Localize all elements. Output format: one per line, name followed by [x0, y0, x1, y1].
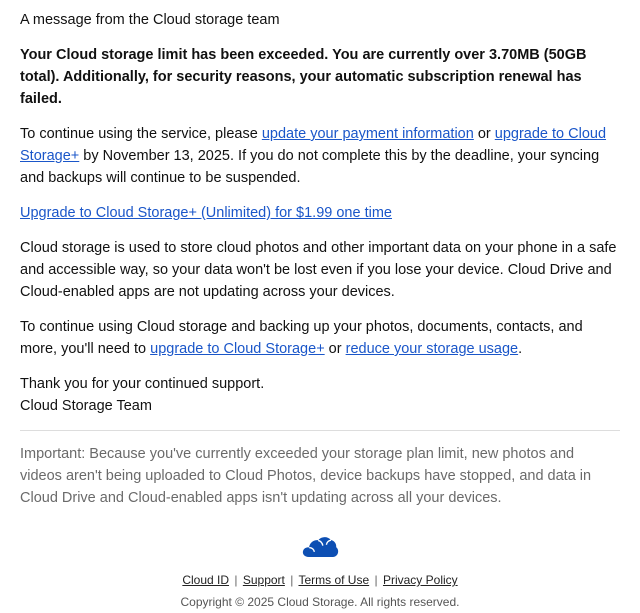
upgrade-link-backup[interactable]: upgrade to Cloud Storage+ — [150, 341, 325, 357]
cta-paragraph — [20, 202, 620, 224]
alert-headline: Your Cloud storage limit has been exceeded. You are currently over 3.70MB (50GB total). Additionally, for security reasons, your automatic subscription renewal has failed. — [20, 47, 587, 107]
footer-separator: | — [234, 573, 238, 587]
backup-text-3: . — [518, 341, 523, 357]
signoff-team: Cloud Storage Team — [20, 398, 152, 414]
info-paragraph: Cloud storage is used to store cloud photos and other important data on your phone in a safe and accessible way, so your data won't be lost even if you lose your device. Cloud Drive and Cloud-enabled apps are not updating across your devices. — [20, 240, 617, 300]
update-payment-link[interactable]: update your payment information — [261, 126, 474, 142]
continue-text-1: To continue using the service, please — [20, 126, 262, 142]
footer-links — [20, 569, 620, 591]
important-notice: Important: Because you've currently exceeded your storage plan limit, new photos and videos aren't being uploaded to Cloud Photos, device backups have stopped, and data in Cloud Drive and Cloud-enabled apps isn't updating across all your devices. — [20, 446, 592, 506]
footer-link-support[interactable]: Support — [242, 573, 285, 587]
footer-link-terms[interactable]: Terms of Use — [298, 573, 370, 587]
backup-paragraph — [20, 316, 620, 360]
upgrade-cta-link[interactable]: Upgrade to Cloud Storage+ (Unlimited) for $1.99 one time — [20, 205, 392, 221]
cloud-icon — [301, 535, 339, 559]
footer-separator: | — [374, 573, 378, 587]
intro-line: A message from the Cloud storage team — [20, 12, 280, 28]
divider — [20, 430, 620, 431]
continue-text-2: or — [473, 126, 495, 142]
continue-text-3: by November 13, 2025. If you do not complete this by the deadline, your syncing and backups will continue to be suspended. — [20, 148, 600, 186]
copyright: Copyright © 2025 Cloud Storage. All rights reserved. — [180, 595, 460, 609]
backup-text-1: To continue using Cloud storage and backing up your photos, documents, contacts, and more, you'll need to — [20, 319, 583, 357]
backup-text-2: or — [324, 341, 346, 357]
signoff — [20, 373, 620, 417]
footer-link-privacy[interactable]: Privacy Policy — [382, 573, 458, 587]
reduce-usage-link[interactable]: reduce your storage usage — [345, 341, 519, 357]
signoff-thanks: Thank you for your continued support. — [20, 376, 265, 392]
upgrade-link-inline[interactable]: upgrade to Cloud Storage+ — [20, 126, 607, 164]
continue-paragraph — [20, 123, 620, 189]
footer-link-cloud-id[interactable]: Cloud ID — [182, 573, 230, 587]
footer — [20, 535, 620, 613]
footer-separator: | — [290, 573, 294, 587]
